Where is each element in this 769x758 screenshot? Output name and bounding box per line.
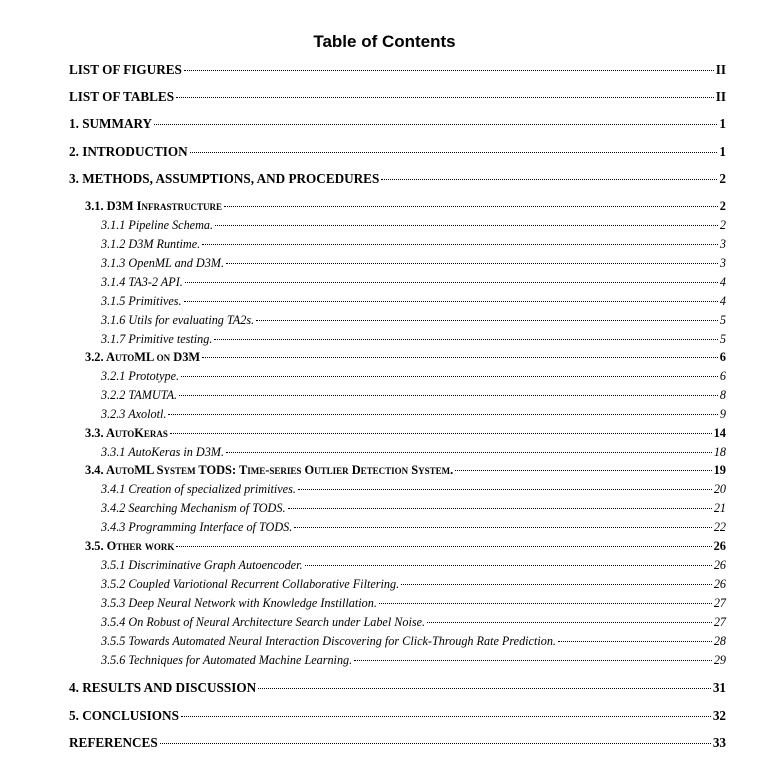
dot-leader xyxy=(381,179,717,180)
toc-entry-label: 3.5.1 Discriminative Graph Autoencoder. xyxy=(101,558,303,572)
dot-leader xyxy=(298,489,712,490)
toc-entry-label: 3.5.2 Coupled Variotional Recurrent Collaborative Filtering. xyxy=(101,577,400,591)
toc-entry-page-number: 27 xyxy=(713,596,726,610)
toc-entry[interactable] xyxy=(101,275,726,290)
dot-leader xyxy=(294,527,712,528)
toc-entry-label: 3.1.1 Pipeline Schema. xyxy=(101,218,214,232)
dot-leader xyxy=(215,225,718,226)
toc-entry-page-number: 18 xyxy=(713,445,726,459)
toc-entry-label: 3.1.5 Primitives. xyxy=(101,294,182,308)
toc-entry[interactable] xyxy=(85,199,726,214)
toc-entry-page-number: II xyxy=(715,62,726,77)
toc-entry-page-number: 21 xyxy=(713,501,726,515)
toc-entry-page-number: 26 xyxy=(713,577,726,591)
dot-leader xyxy=(181,716,711,717)
toc-entry[interactable] xyxy=(101,237,726,252)
toc-entry-label: 3.1.3 OpenML and D3M. xyxy=(101,256,224,270)
dot-leader xyxy=(354,660,712,661)
dot-leader xyxy=(401,584,712,585)
toc-entry[interactable] xyxy=(101,482,726,497)
toc-entry-page-number: 26 xyxy=(713,558,726,572)
toc-entry-label: 3.5.4 On Robust of Neural Architecture Search under Label Noise. xyxy=(101,615,426,629)
toc-entry[interactable] xyxy=(69,735,726,751)
toc-entry[interactable] xyxy=(101,558,726,573)
dot-leader xyxy=(184,301,718,302)
toc-entry[interactable] xyxy=(101,218,726,233)
dot-leader xyxy=(170,433,712,434)
toc-entry-label: 3.4.2 Searching Mechanism of TODS. xyxy=(101,501,286,515)
toc-entry-page-number: 19 xyxy=(713,463,726,477)
toc-entry-label: LIST OF FIGURES xyxy=(69,62,182,77)
dot-leader xyxy=(202,244,718,245)
toc-entry[interactable] xyxy=(69,680,726,696)
toc-entry-page-number: 20 xyxy=(713,482,726,496)
toc-entry-label: 3.4.1 Creation of specialized primitives. xyxy=(101,482,296,496)
toc-entry-page-number: 6 xyxy=(719,350,726,364)
toc-entry-label: 2. INTRODUCTION xyxy=(69,144,188,159)
toc-entry-page-number: 14 xyxy=(713,426,726,440)
dot-leader xyxy=(179,395,718,396)
toc-entry[interactable] xyxy=(69,116,726,132)
toc-entry-label: 3.2.1 Prototype. xyxy=(101,369,180,383)
toc-entry[interactable] xyxy=(101,332,726,347)
toc-entry-label: 3.3.1 AutoKeras in D3M. xyxy=(101,445,225,459)
toc-entry[interactable] xyxy=(85,426,726,441)
dot-leader xyxy=(160,743,711,744)
toc-entry-page-number: 31 xyxy=(712,680,726,695)
toc-entry-page-number: II xyxy=(715,89,726,104)
dot-leader xyxy=(184,70,714,71)
toc-entry-page-number: 22 xyxy=(713,520,726,534)
toc-entry-page-number: 4 xyxy=(719,294,726,308)
toc-entry-page-number: 2 xyxy=(719,171,726,186)
dot-leader xyxy=(185,282,718,283)
dot-leader xyxy=(226,452,712,453)
toc-entry-label: 3.5.5 Towards Automated Neural Interaction Discovering for Click-Through Rate Prediction. xyxy=(101,634,556,648)
toc-entry-page-number: 27 xyxy=(713,615,726,629)
toc-entry-label: 3.1. D3M Infrastructure xyxy=(85,199,222,213)
dot-leader xyxy=(214,339,718,340)
toc-entry[interactable] xyxy=(69,171,726,187)
toc-entry-page-number: 2 xyxy=(719,199,726,213)
toc-entry-label: 1. SUMMARY xyxy=(69,116,153,131)
toc-entry[interactable] xyxy=(85,350,726,365)
dot-leader xyxy=(288,508,712,509)
toc-entry-label: 3.4. AutoML System TODS: Time-series Outlier Detection System. xyxy=(85,463,454,477)
dot-leader xyxy=(305,565,712,566)
toc-entry[interactable] xyxy=(85,539,726,554)
dot-leader xyxy=(181,376,718,377)
toc-entry-page-number: 1 xyxy=(719,116,726,131)
toc-entry-page-number: 9 xyxy=(719,407,726,421)
toc-entry-page-number: 1 xyxy=(719,144,726,159)
dot-leader xyxy=(224,206,718,207)
dot-leader xyxy=(202,357,718,358)
toc-entry-label: 3.2.3 Axolotl. xyxy=(101,407,167,421)
toc-entry-page-number: 28 xyxy=(713,634,726,648)
dot-leader xyxy=(176,97,714,98)
toc-entry-label: 3.5. Other work xyxy=(85,539,175,553)
dot-leader xyxy=(558,641,712,642)
dot-leader xyxy=(427,622,712,623)
toc-entry-page-number: 3 xyxy=(719,256,726,270)
toc-entry-label: 3.1.2 D3M Runtime. xyxy=(101,237,201,251)
toc-entry-label: 3.2.2 TAMUTA. xyxy=(101,388,178,402)
toc-entry[interactable] xyxy=(69,708,726,724)
toc-entry[interactable] xyxy=(101,256,726,271)
dot-leader xyxy=(256,320,718,321)
toc-entry-page-number: 6 xyxy=(719,369,726,383)
toc-entry[interactable] xyxy=(101,369,726,384)
toc-entry-page-number: 33 xyxy=(712,735,726,750)
toc-entry[interactable] xyxy=(101,388,726,403)
toc-entry-label: 3.1.4 TA3-2 API. xyxy=(101,275,183,289)
toc-entry-page-number: 4 xyxy=(719,275,726,289)
toc-entry-label: REFERENCES xyxy=(69,735,158,750)
toc-entry-label: 3.5.3 Deep Neural Network with Knowledge Instillation. xyxy=(101,596,377,610)
dot-leader xyxy=(226,263,718,264)
toc-entry[interactable] xyxy=(69,89,726,105)
dot-leader xyxy=(258,688,711,689)
toc-entry-page-number: 5 xyxy=(719,313,726,327)
dot-leader xyxy=(455,470,711,471)
toc-entry-page-number: 8 xyxy=(719,388,726,402)
dot-leader xyxy=(176,546,711,547)
toc-entry[interactable] xyxy=(69,144,726,160)
toc-entry-page-number: 26 xyxy=(713,539,726,553)
toc-entry[interactable] xyxy=(69,62,726,78)
dot-leader xyxy=(168,414,717,415)
toc-entry-label: 3.4.3 Programming Interface of TODS. xyxy=(101,520,293,534)
toc-entry-label: 3.3. AutoKeras xyxy=(85,426,168,440)
toc-entry-page-number: 2 xyxy=(719,218,726,232)
toc-entry-label: 3.2. AutoML on D3M xyxy=(85,350,201,364)
toc-entry-label: 3.5.6 Techniques for Automated Machine Learning. xyxy=(101,653,353,667)
toc-entry-label: LIST OF TABLES xyxy=(69,89,175,104)
toc-entry[interactable] xyxy=(101,577,726,592)
toc-entry[interactable] xyxy=(101,294,726,309)
toc-entry-label: 5. CONCLUSIONS xyxy=(69,708,179,723)
toc-entry-label: 3. METHODS, ASSUMPTIONS, AND PROCEDURES xyxy=(69,171,380,186)
dot-leader xyxy=(379,603,712,604)
toc-entry-page-number: 29 xyxy=(713,653,726,667)
toc-entry[interactable] xyxy=(101,501,726,516)
toc-entry-page-number: 32 xyxy=(712,708,726,723)
toc-entry-label: 3.1.6 Utils for evaluating TA2s. xyxy=(101,313,255,327)
toc-entry-label: 3.1.7 Primitive testing. xyxy=(101,332,213,346)
toc-entry-page-number: 5 xyxy=(719,332,726,346)
page-title: Table of Contents xyxy=(313,32,456,51)
toc-entry[interactable] xyxy=(101,653,726,668)
toc-entry[interactable] xyxy=(85,463,726,478)
toc-entry[interactable] xyxy=(101,445,726,460)
toc-entry[interactable] xyxy=(101,596,726,611)
toc-entry[interactable] xyxy=(101,520,726,535)
toc-entry-label: 4. RESULTS AND DISCUSSION xyxy=(69,680,257,695)
dot-leader xyxy=(154,124,717,125)
dot-leader xyxy=(190,152,718,153)
toc-entry[interactable] xyxy=(101,634,726,649)
toc-entry[interactable] xyxy=(101,313,726,328)
toc-entry-page-number: 3 xyxy=(719,237,726,251)
toc-entry[interactable] xyxy=(101,407,726,422)
toc-entry[interactable] xyxy=(101,615,726,630)
